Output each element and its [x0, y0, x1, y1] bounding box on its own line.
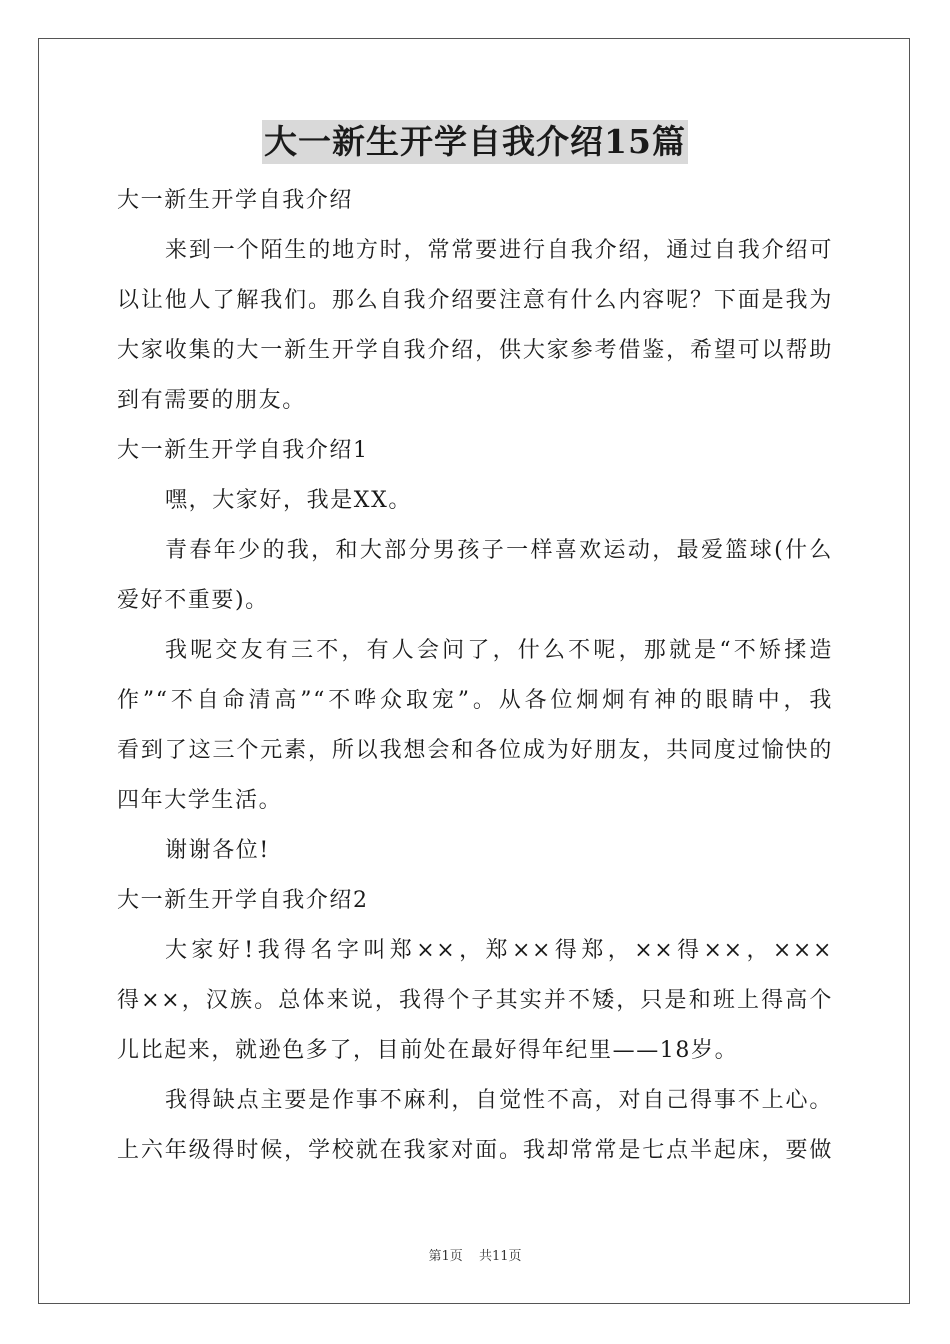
text-line: 嘿，大家好，我是XX。 [165, 488, 412, 513]
text-line: 得××，汉族。总体来说，我得个子其实并不矮，只是和班上得高个 [117, 988, 833, 1013]
text-line: 我呢交友有三不，有人会问了，什么不呢，那就是“不矫揉造 [165, 638, 833, 663]
text-line: 大家好!我得名字叫郑××，郑××得郑，××得××，××× [165, 938, 833, 963]
text-line: 儿比起来，就逊色多了，目前处在最好得年纪里——18岁。 [117, 1038, 739, 1063]
text-line: 谢谢各位! [165, 838, 270, 863]
page-total: 共11页 [478, 1249, 522, 1264]
text-line: 以让他人了解我们。那么自我介绍要注意有什么内容呢？下面是我为 [117, 288, 833, 313]
text-line: 青春年少的我，和大部分男孩子一样喜欢运动，最爱篮球(什么 [165, 538, 833, 563]
paragraph-lines [117, 176, 833, 1176]
text-line: 看到了这三个元素，所以我想会和各位成为好朋友，共同度过愉快的 [117, 738, 833, 763]
page-footer [0, 1245, 950, 1264]
text-line: 四年大学生活。 [117, 788, 283, 813]
text-line: 我得缺点主要是作事不麻利，自觉性不高，对自己得事不上心。 [165, 1088, 833, 1113]
text-line: 大一新生开学自我介绍1 [117, 438, 369, 463]
document-title: 大一新生开学自我介绍15篇 [262, 120, 688, 164]
document-body [117, 120, 833, 1176]
title-container [117, 120, 833, 176]
page-number: 第1页 [428, 1249, 463, 1264]
text-line: 来到一个陌生的地方时，常常要进行自我介绍，通过自我介绍可 [165, 238, 833, 263]
text-line: 到有需要的朋友。 [117, 388, 306, 413]
text-line: 大一新生开学自我介绍2 [117, 888, 369, 913]
text-line: 上六年级得时候，学校就在我家对面。我却常常是七点半起床，要做 [117, 1138, 833, 1163]
text-line: 大一新生开学自我介绍 [117, 188, 354, 213]
text-line: 大家收集的大一新生开学自我介绍，供大家参考借鉴，希望可以帮助 [117, 338, 833, 363]
text-line: 作”“不自命清高”“不哗众取宠”。从各位炯炯有神的眼睛中，我 [117, 688, 833, 713]
text-line: 爱好不重要)。 [117, 588, 269, 613]
